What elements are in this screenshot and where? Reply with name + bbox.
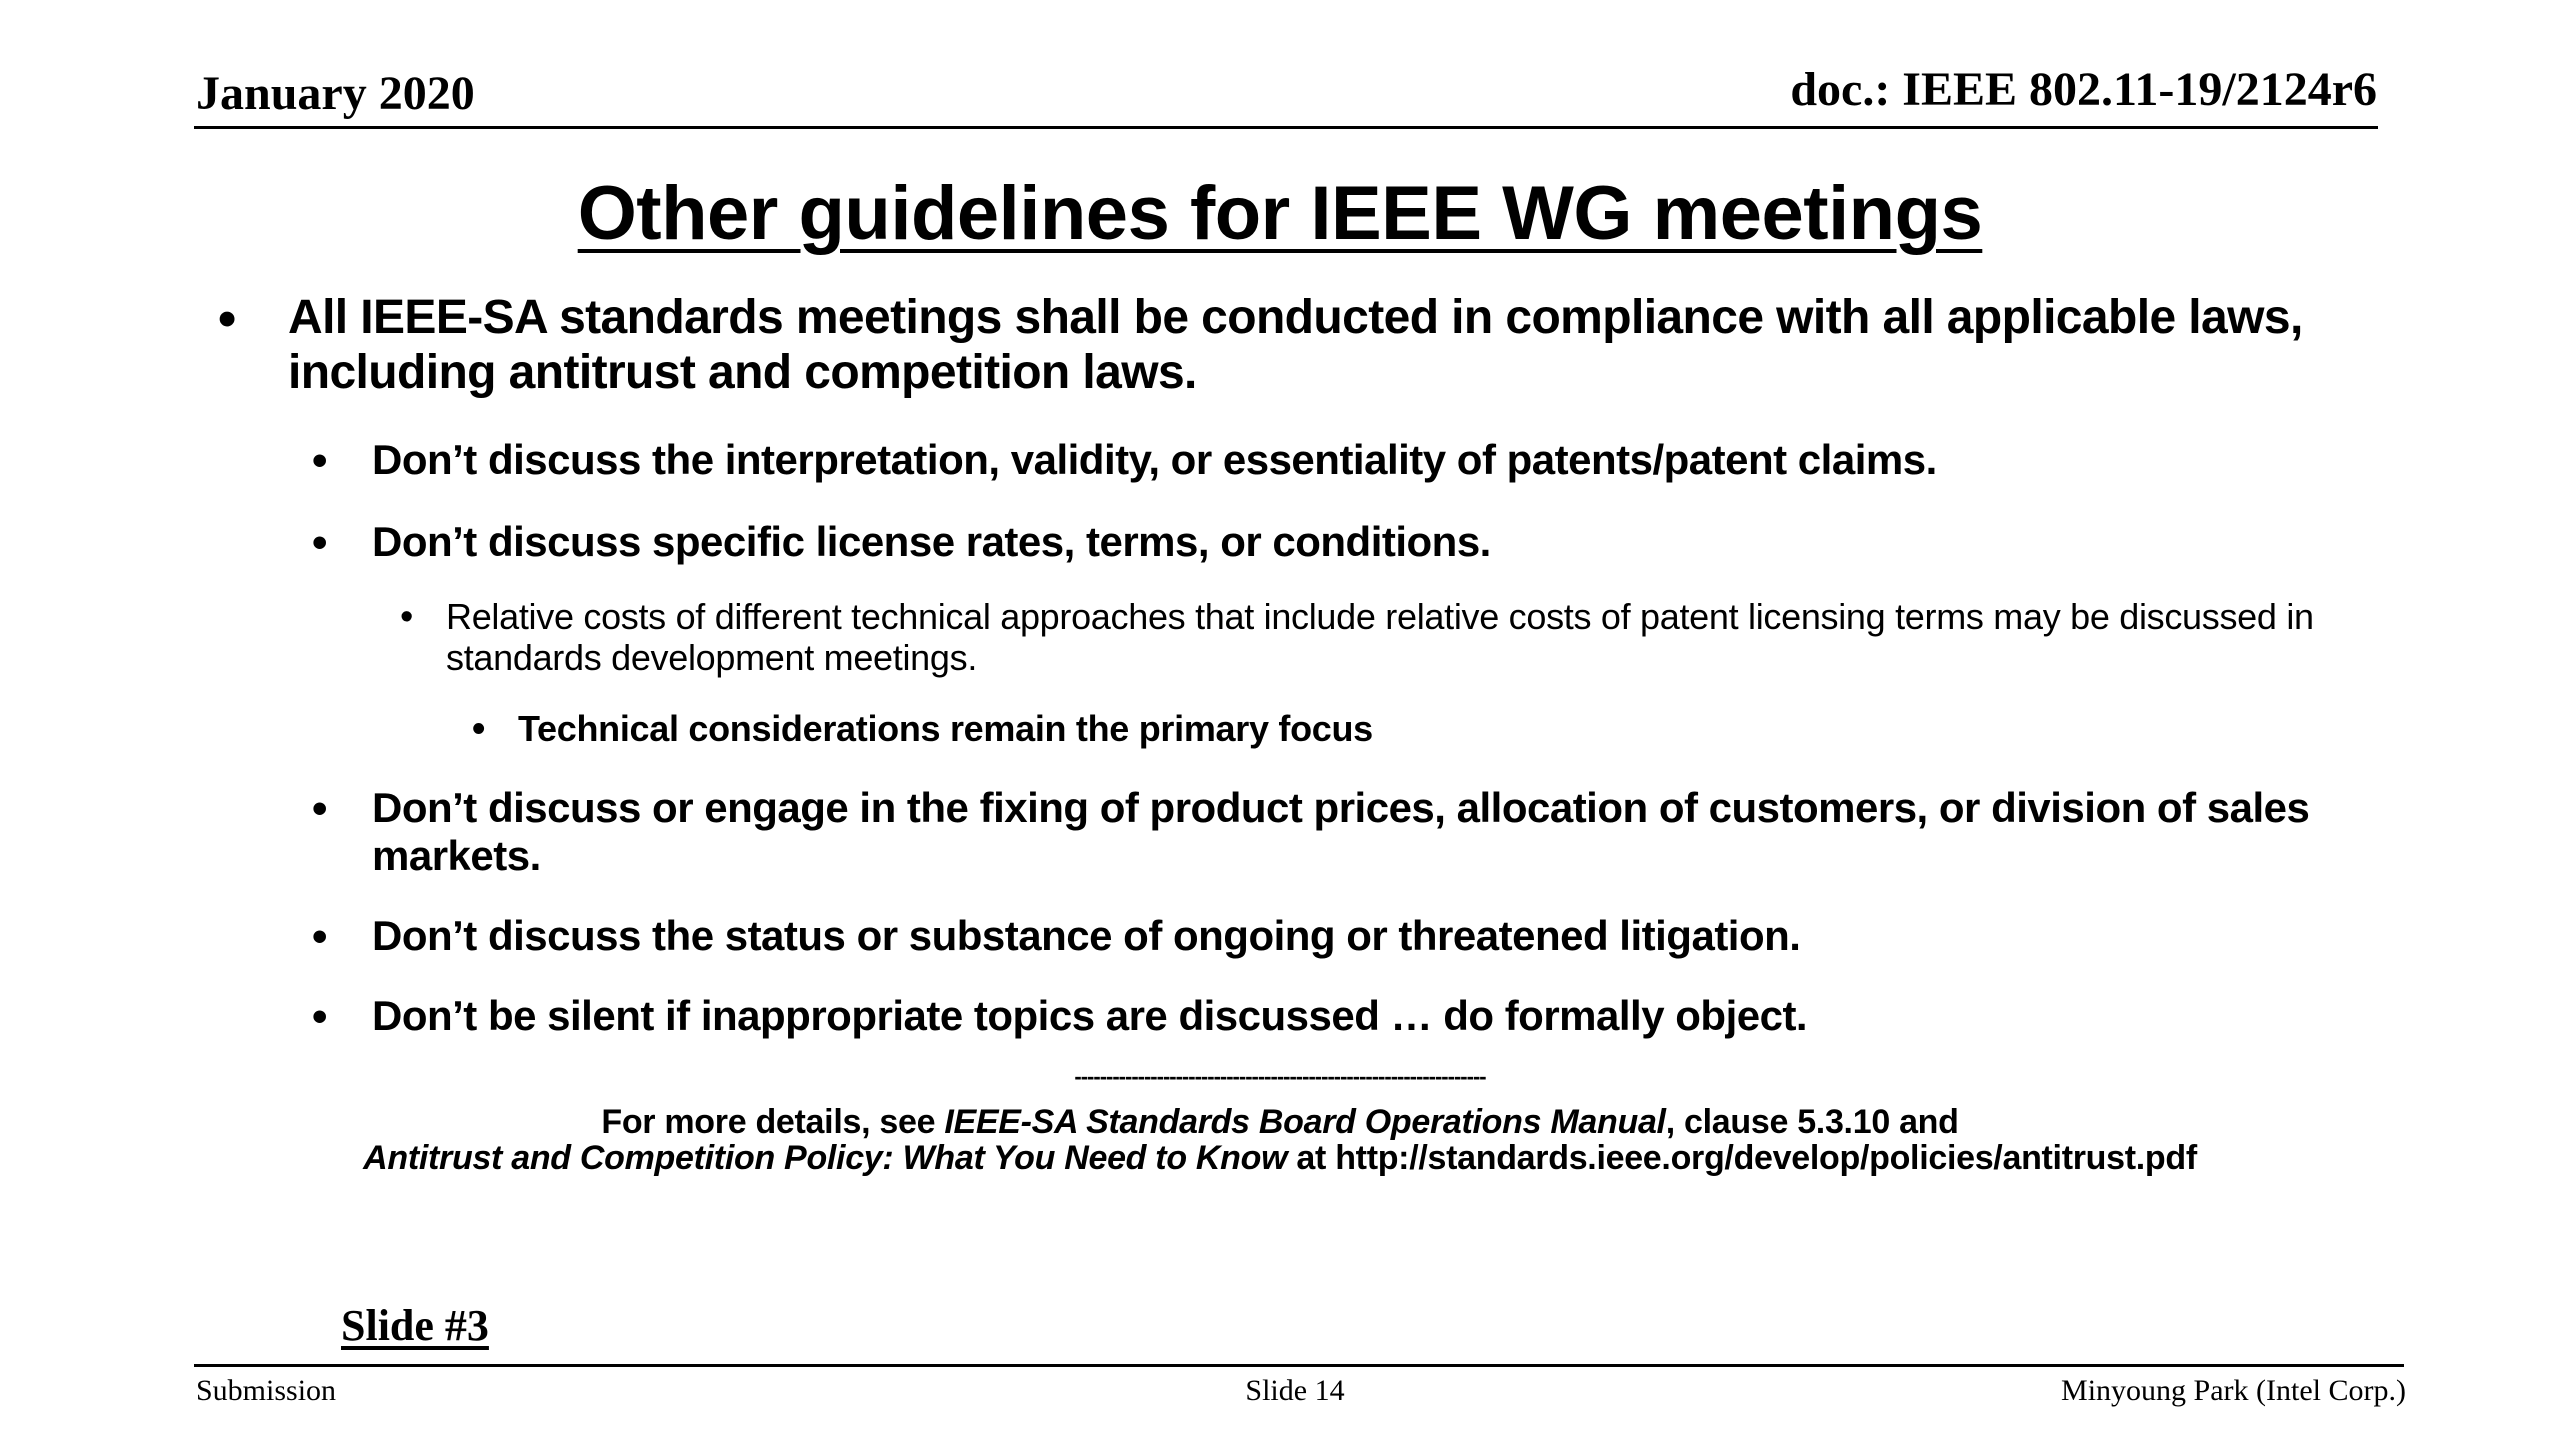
note-policy-title: Antitrust and Competition Policy: What You Need to Know [363, 1139, 1288, 1177]
bullet-silent-text: Don’t be silent if inappropriate topics are discussed … do formally object. [372, 992, 1808, 1039]
note-line-1-prefix: For more details, see [601, 1103, 945, 1141]
footer-submission: Submission [196, 1374, 337, 1407]
header-doc-id: doc.: IEEE 802.11-19/2124r6 [1790, 63, 2377, 116]
bullet-technical-text: Technical considerations remain the primary focus [518, 708, 1373, 749]
header-rule [194, 126, 2378, 129]
slide-title: Other guidelines for IEEE WG meetings [577, 171, 1983, 256]
bullet-dot: • [312, 436, 327, 485]
footer-rule [194, 1364, 2404, 1367]
note-policy-link[interactable]: at http://standards.ieee.org/develop/policies/antitrust.pdf [1287, 1139, 2197, 1177]
bullet-dot: • [400, 596, 414, 638]
bullet-main [218, 290, 2328, 400]
bullet-main-text: All IEEE-SA standards meetings shall be conducted in compliance with all applicable laws, including antitrust and competition laws. [288, 291, 2303, 400]
note-manual-title: IEEE-SA Standards Board Operations Manual [944, 1103, 1666, 1141]
bullet-silent [312, 992, 2372, 1041]
slide-reference: Slide #3 [341, 1301, 489, 1350]
bullet-relative-costs [400, 596, 2366, 679]
bullet-dot: • [312, 518, 327, 567]
bullet-dot: • [312, 912, 327, 961]
footer-slide-number: Slide 14 [1245, 1374, 1345, 1407]
note-line-2 [0, 1140, 2560, 1177]
bullet-prices [312, 784, 2372, 881]
footer-author: Minyoung Park (Intel Corp.) [2061, 1374, 2406, 1407]
bullet-prices-text: Don’t discuss or engage in the fixing of product prices, allocation of customers, or division of sales markets. [372, 784, 2310, 880]
bullet-technical [472, 708, 2318, 750]
bullet-dot: • [312, 784, 327, 833]
bullet-license-text: Don’t discuss specific license rates, terms, or conditions. [372, 518, 1491, 565]
bullet-litigation-text: Don’t discuss the status or substance of ongoing or threatened litigation. [372, 912, 1801, 959]
note-line-1 [0, 1104, 2560, 1141]
note-line-1-suffix: , clause 5.3.10 and [1665, 1103, 1959, 1141]
header-date: January 2020 [196, 67, 475, 120]
bullet-dot: • [312, 992, 327, 1041]
bullet-litigation [312, 912, 2372, 961]
bullet-relative-costs-text: Relative costs of different technical approaches that include relative costs of patent licensing terms may be discussed in standards development meetings. [446, 596, 2314, 679]
bullet-patents-text: Don’t discuss the interpretation, validity, or essentiality of patents/patent claims. [372, 436, 1937, 483]
bullet-dot: • [472, 708, 486, 750]
bullet-license [312, 518, 2372, 567]
bullet-dot: • [218, 290, 236, 348]
bullet-patents [312, 436, 2372, 485]
divider-dashes: ----------------------------------------------------------------- [1074, 1064, 1486, 1089]
